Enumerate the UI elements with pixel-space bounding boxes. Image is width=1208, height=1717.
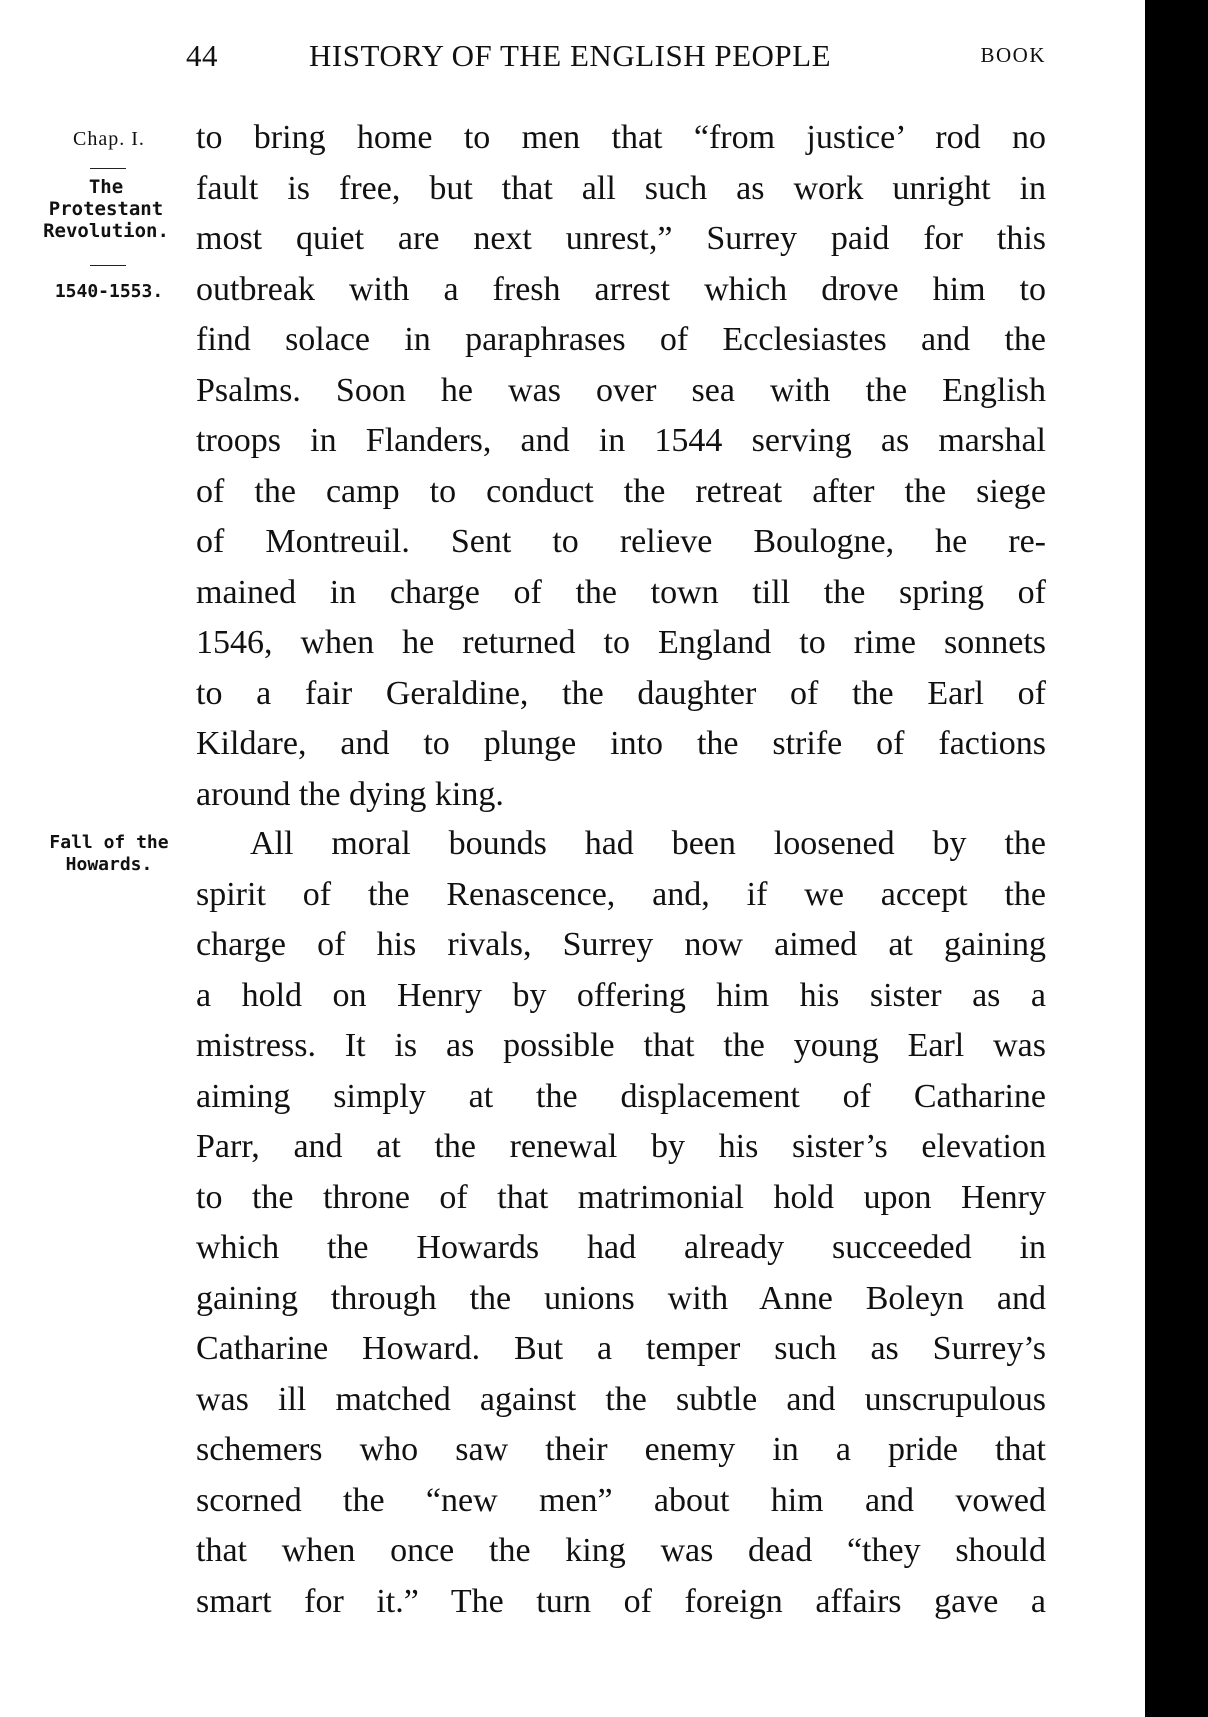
margin-rule [90, 168, 126, 169]
paragraph-2 [196, 819, 1046, 1627]
text-line: fault is free, but that all such as work unright in [196, 169, 1046, 207]
text-line: most quiet are next unrest,” Surrey paid for this [196, 220, 1046, 257]
section-title-line: Revolution. [43, 220, 169, 242]
text-line: spirit of the Renascence, and, if we accept the [196, 875, 1046, 913]
page-number: 44 [186, 38, 218, 73]
margin-rule [90, 265, 126, 266]
fall-note-line: Howards. [65, 854, 153, 875]
text-line: mained in charge of the town till the spring of [196, 573, 1046, 611]
chapter-label: Chap. I. [73, 128, 145, 150]
text-line: troops in Flanders, and in 1544 serving as marshal [196, 422, 1046, 459]
text-line: smart for it.” The turn of foreign affairs gave a [196, 1582, 1046, 1620]
text-line: schemers who saw their enemy in a pride that [196, 1431, 1046, 1468]
page-header [186, 38, 1052, 78]
text-line: gaining through the unions with Anne Boleyn and [196, 1279, 1046, 1317]
scan-edge-bar [1145, 0, 1208, 1717]
text-line: aiming simply at the displacement of Catharine [196, 1077, 1046, 1115]
text-line: Psalms. Soon he was over sea with the English [196, 371, 1046, 409]
section-title-line: The [88, 176, 124, 198]
text-line: to the throne of that matrimonial hold upon Henry [196, 1178, 1046, 1216]
text-line: to a fair Geraldine, the daughter of the Earl of [196, 674, 1046, 712]
section-title-note [30, 176, 182, 242]
paragraph-1 [196, 113, 1046, 820]
text-line: a hold on Henry by offering him his sister as a [196, 976, 1046, 1014]
text-line: around the dying king. [196, 775, 504, 813]
text-line: find solace in paraphrases of Ecclesiastes and the [196, 321, 1046, 358]
text-line: charge of his rivals, Surrey now aimed at gaining [196, 926, 1046, 963]
text-line: Catharine Howard. But a temper such as Surrey’s [196, 1330, 1046, 1367]
text-line: 1546, when he returned to England to rime sonnets [196, 624, 1046, 661]
section-title-line: Protestant [48, 198, 164, 220]
running-title: HISTORY OF THE ENGLISH PEOPLE [309, 38, 832, 73]
text-line: of Montreuil. Sent to relieve Boulogne, he re- [196, 523, 1046, 560]
text-line: was ill matched against the subtle and unscrupulous [196, 1380, 1046, 1418]
text-line: Parr, and at the renewal by his sister’s elevation [196, 1128, 1046, 1165]
text-line: that when once the king was dead “they should [196, 1532, 1046, 1569]
text-line: mistress. It is as possible that the young Earl was [196, 1027, 1046, 1064]
text-line: All moral bounds had been loosened by the [250, 825, 1046, 862]
fall-note-line: Fall of the [49, 832, 169, 853]
text-line: Kildare, and to plunge into the strife of factions [196, 725, 1046, 762]
text-line: which the Howards had already succeeded in [196, 1229, 1046, 1266]
text-line: scorned the “new men” about him and vowed [196, 1481, 1046, 1519]
text-line: outbreak with a fresh arrest which drove him to [196, 270, 1046, 308]
text-line: to bring home to men that “from justice’ rod no [196, 119, 1046, 156]
text-line: of the camp to conduct the retreat after the siege [196, 472, 1046, 510]
date-range-note: 1540-1553. [54, 281, 164, 302]
fall-of-howards-note [40, 832, 178, 876]
book-label: BOOK [980, 43, 1046, 67]
